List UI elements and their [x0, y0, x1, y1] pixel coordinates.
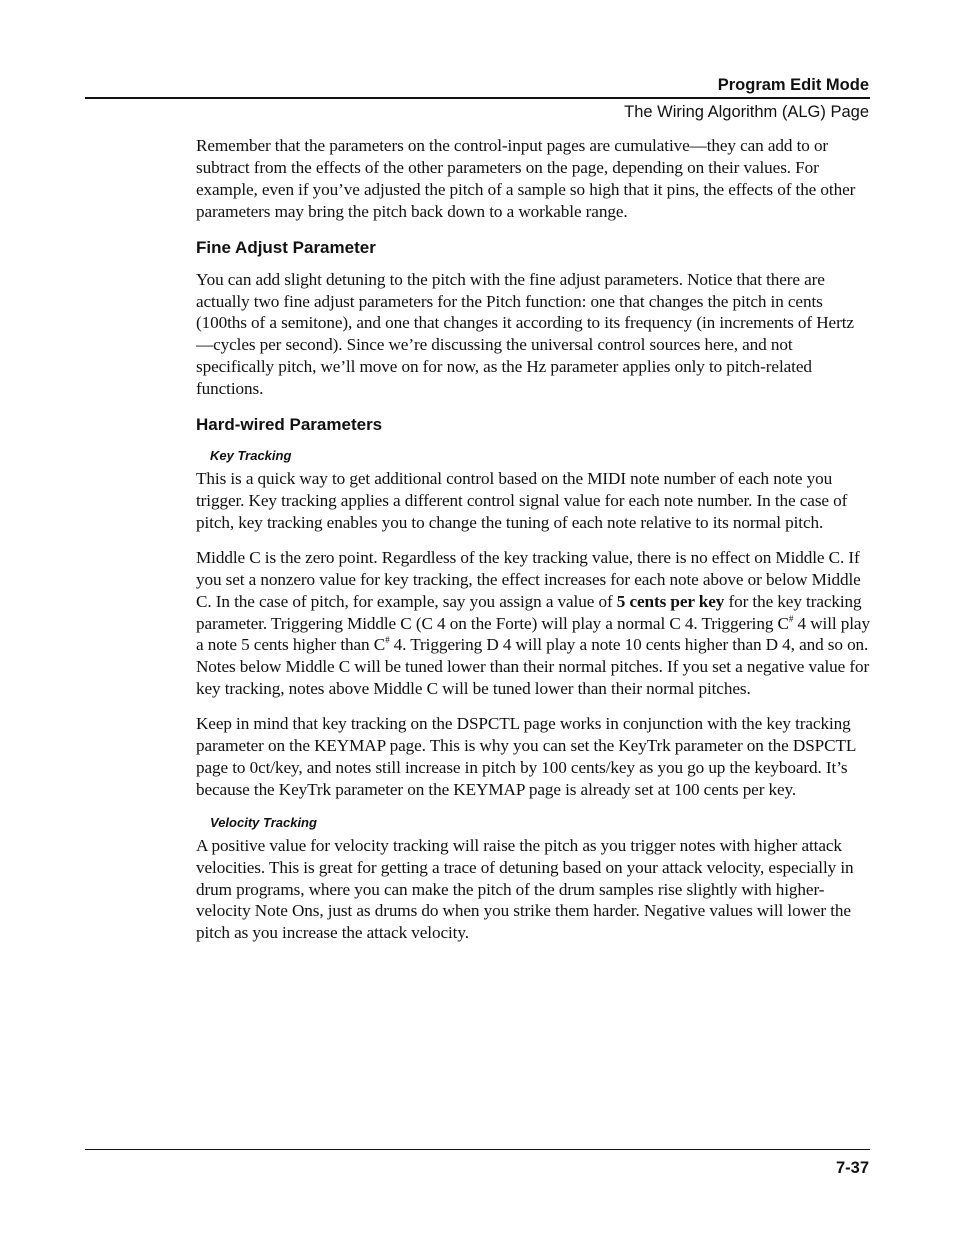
- key-tracking-heading: Key Tracking: [210, 448, 292, 464]
- running-header-subtitle: The Wiring Algorithm (ALG) Page: [624, 103, 869, 121]
- velocity-tracking-paragraph: A positive value for velocity tracking will raise the pitch as you trigger notes with higher attack velocities. This is great for getting a trace of detuning based on your attack velocity, especially in drum programs, where you can make the pitch of the drum samples rise slightly with higher-velocity Note Ons, just as drums do when you strike them harder. Negative values will lower the pitch as you increase the attack velocity.: [196, 835, 854, 943]
- key-tracking-paragraph-1: This is a quick way to get additional control based on the MIDI note number of each note you trigger. Key tracking applies a different control signal value for each note number. In the case of pitch, key tracking enables you to change the tuning of each note relative to its normal pitch.: [196, 469, 848, 532]
- sharp-sign: #: [385, 635, 390, 646]
- page-number: 7-37: [835, 1159, 869, 1177]
- text-run: Middle C is the zero point. Regardless of the key tracking value, there is no effect on Middle C. If you set a nonzero value for key tracking, the effect increases for each note above or below Middle C. In the case of pitch, for example, say you assign a value of: [196, 547, 861, 611]
- key-tracking-paragraph-3: Keep in mind that key tracking on the DSPCTL page works in conjunction with the key tracking parameter on the KEYMAP page. This is why you can set the KeyTrk parameter on the DSPCTL page to 0ct/key, and notes still increase in pitch by 100 cents/key as you go up the keyboard. It’s because the KeyTrk parameter on the KEYMAP page is already set at 100 cents per key.: [196, 714, 856, 799]
- velocity-tracking-heading: Velocity Tracking: [210, 814, 317, 830]
- sharp-sign: #: [788, 613, 794, 624]
- text-run: 4 will play a note 5 cents higher than C: [196, 613, 870, 655]
- header-rule: [85, 97, 870, 99]
- intro-paragraph: Remember that the parameters on the control-input pages are cumulative—they can add to or subtract from the effects of the other parameters on the page, depending on their values. For example, even if you’ve adjusted the pitch of a sample so high that it pins, the effects of the other parameters may bring the pitch back down to a workable range.: [196, 136, 856, 221]
- bold-emphasis: 5 cents per key: [616, 591, 725, 611]
- text-run: for the key tracking parameter. Triggering Middle C (C 4 on the Forte) will play a normal C 4. Triggering C: [196, 591, 862, 633]
- running-header-title: Program Edit Mode: [717, 76, 869, 94]
- page-body: [196, 135, 870, 957]
- hard-wired-heading: Hard-wired Parameters: [196, 415, 383, 435]
- text-run: 4. Triggering D 4 will play a note 10 cents higher than D 4, and so on. Notes below Middle C will be tuned lower than their normal pitches. If you set a negative value for key tracking, notes above Middle C will be tuned lower than their normal pitches.: [196, 635, 870, 699]
- fine-adjust-paragraph: You can add slight detuning to the pitch with the fine adjust parameters. Notice that there are actually two fine adjust parameters for the Pitch function: one that changes the pitch in cents (100ths of a semitone), and one that changes it according to its frequency (in increments of Hertz—cycles per second). Since we’re discussing the universal control sources here, and not specifically pitch, we’ll move on for now, as the Hz parameter applies only to pitch-related functions.: [196, 269, 854, 399]
- fine-adjust-heading: Fine Adjust Parameter: [196, 237, 376, 257]
- footer-rule: [85, 1149, 870, 1150]
- key-tracking-paragraph-2: [196, 547, 870, 700]
